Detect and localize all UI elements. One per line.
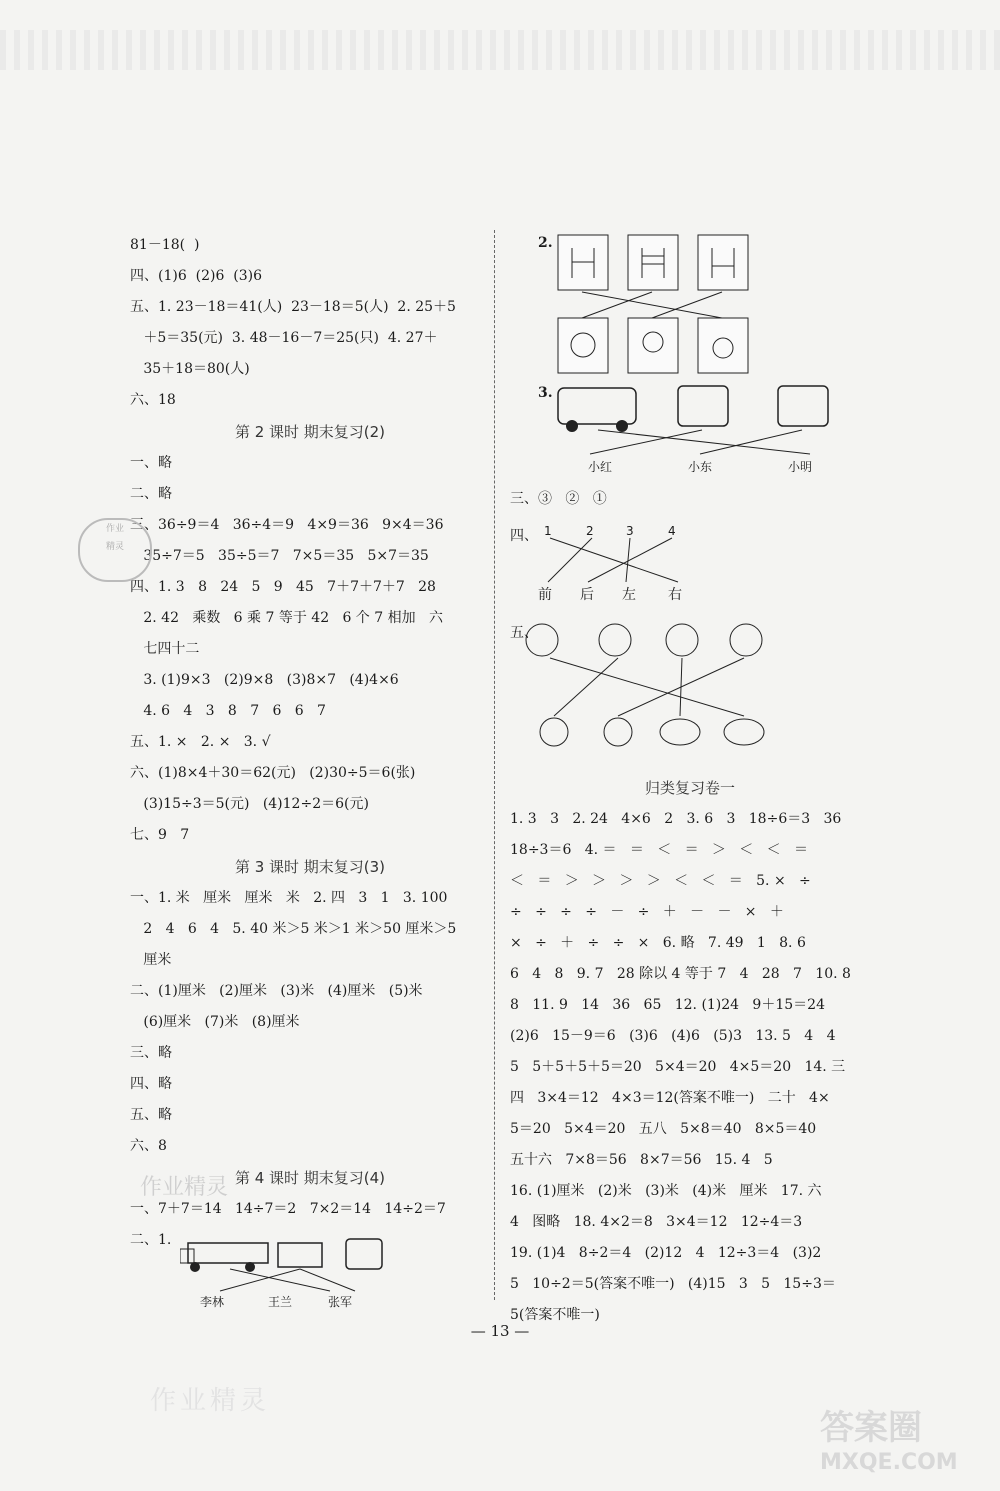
answer-line: 五十六 7×8＝56 8×7＝56 15. 4 5 xyxy=(510,1152,773,1168)
answer-line: 五、略 xyxy=(130,1107,172,1123)
answer-line: 5 10÷2＝5(答案不唯一) (4)15 3 5 15÷3＝ xyxy=(510,1276,836,1292)
position-label: 右 xyxy=(668,587,682,603)
answer-line: 19. (1)4 8÷2＝4 (2)12 4 12÷3＝4 (3)2 xyxy=(510,1245,822,1261)
answer-line: 二、1. xyxy=(130,1232,172,1248)
child-label: 小明 xyxy=(788,460,813,474)
answer-line: 5(答案不唯一) xyxy=(510,1307,600,1323)
watermark-logo: 答案圈 xyxy=(820,1408,922,1448)
answer-line: 四、1. 3 8 24 5 9 45 7＋7＋7＋7 28 xyxy=(130,579,436,595)
section-heading: 第 2 课时 期末复习(2) xyxy=(234,423,386,441)
name-label: 张军 xyxy=(328,1295,353,1309)
answer-line: 5 5＋5＋5＋5＝20 5×4＝20 4×5＝20 14. 三 xyxy=(510,1059,846,1075)
answer-line: 3. (1)9×3 (2)9×8 (3)8×7 (4)4×6 xyxy=(130,672,399,688)
left-column xyxy=(130,230,490,1256)
section-heading: 归类复习卷一 xyxy=(644,779,735,797)
answer-line: 厘米 xyxy=(130,952,172,968)
answer-line: 六、(1)8×4＋30＝62(元) (2)30÷5＝6(张) xyxy=(130,765,416,781)
watermark-url: MXQE.COM xyxy=(820,1450,958,1475)
answer-line: 二、(1)厘米 (2)厘米 (3)米 (4)厘米 (5)米 xyxy=(130,983,423,999)
answer-line: 4. 6 4 3 8 7 6 6 7 xyxy=(130,703,326,719)
answer-line: 七、9 7 xyxy=(130,827,190,843)
answer-line: 六、8 xyxy=(130,1138,167,1154)
question-number: 2. xyxy=(538,235,553,251)
answer-line: 五、1. × 2. × 3. √ xyxy=(130,734,271,750)
answer-line: ＋5＝35(元) 3. 48－16－7＝25(只) 4. 27＋ xyxy=(130,330,438,346)
answer-line: 四 3×4＝12 4×3＝12(答案不唯一) 二十 4× xyxy=(510,1090,830,1106)
answer-line: 三、③ ② ① xyxy=(510,491,607,507)
answer-line: 六、18 xyxy=(130,392,176,408)
answer-line: 三、略 xyxy=(130,1045,172,1061)
vehicle-matching-figure xyxy=(180,1235,400,1315)
answer-line: 81－18( ) xyxy=(130,237,200,253)
ghost-watermark: 作业精灵 xyxy=(140,1175,229,1200)
answer-line: (6)厘米 (7)米 (8)厘米 xyxy=(130,1014,300,1030)
answer-line: 6 4 8 9. 7 28 除以 4 等于 7 4 28 7 10. 8 xyxy=(510,966,851,982)
answer-line: 四、 xyxy=(510,528,538,544)
child-label: 小东 xyxy=(688,460,713,474)
answer-line: 四、(1)6 (2)6 (3)6 xyxy=(130,268,263,284)
position-number: 2 xyxy=(586,524,594,538)
answer-line: 1. 3 3 2. 24 4×6 2 3. 6 3 18÷6＝3 36 xyxy=(510,811,842,827)
position-number: 1 xyxy=(544,524,552,538)
position-number: 3 xyxy=(626,524,634,538)
answer-line: 四、略 xyxy=(130,1076,172,1092)
answer-line: ＜ ＝ ＞ ＞ ＞ ＞ ＜ ＜ ＝ 5. × ÷ xyxy=(510,873,811,889)
section-heading: 第 3 课时 期末复习(3) xyxy=(234,858,386,876)
position-label: 后 xyxy=(580,587,594,603)
watermark-left: 作业精灵 xyxy=(150,1386,271,1416)
answer-line: 4 图略 18. 4×2＝8 3×4＝12 12÷4＝3 xyxy=(510,1214,803,1230)
stamp-text: 作业 xyxy=(105,524,124,534)
answer-line: 5＝20 5×4＝20 五八 5×8＝40 8×5＝40 xyxy=(510,1121,817,1137)
answer-line: 35÷7＝5 35÷5＝7 7×5＝35 5×7＝35 xyxy=(130,548,429,564)
name-label: 李林 xyxy=(200,1295,225,1309)
name-label: 王兰 xyxy=(268,1295,293,1309)
column-divider xyxy=(494,230,495,1300)
answer-line: (3)15÷3＝5(元) (4)12÷2＝6(元) xyxy=(130,796,369,812)
child-label: 小红 xyxy=(588,460,613,474)
answer-line: 五、 xyxy=(510,625,538,641)
position-number: 4 xyxy=(668,524,676,538)
answer-line: 35＋18＝80(人) xyxy=(130,361,250,377)
answer-line: 一、7＋7＝14 14÷7＝2 7×2＝14 14÷2＝7 xyxy=(130,1201,446,1217)
stamp-text: 精灵 xyxy=(105,542,124,552)
answer-line: 18÷3＝6 4. ＝ ＝ ＜ ＝ ＞ ＜ ＜ ＝ xyxy=(510,842,808,858)
answer-line: 一、略 xyxy=(130,455,172,471)
right-figures xyxy=(510,230,870,770)
question-number: 3. xyxy=(538,385,553,401)
position-label: 左 xyxy=(622,587,636,603)
answer-line: 2 4 6 4 5. 40 米＞5 米＞1 米＞50 厘米＞5 xyxy=(130,921,457,937)
stamp-watermark xyxy=(78,518,152,582)
answer-line: 七四十二 xyxy=(130,641,200,657)
section-heading: 第 4 课时 期末复习(4) xyxy=(234,1169,386,1187)
answer-line: 三、36÷9＝4 36÷4＝9 4×9＝36 9×4＝36 xyxy=(130,517,444,533)
scan-noise xyxy=(0,30,1000,70)
answer-line: 二、略 xyxy=(130,486,172,502)
page-number: — 13 — xyxy=(470,1322,530,1340)
position-label: 前 xyxy=(538,587,552,603)
answer-line: 五、1. 23－18＝41(人) 23－18＝5(人) 2. 25＋5 xyxy=(130,299,456,315)
answer-line: (2)6 15－9＝6 (3)6 (4)6 (5)3 13. 5 4 4 xyxy=(510,1028,836,1044)
answer-line: 一、1. 米 厘米 厘米 米 2. 四 3 1 3. 100 xyxy=(130,890,448,906)
answer-line: ÷ ÷ ÷ ÷ － ÷ ＋ － － × ＋ xyxy=(510,904,784,920)
answer-line: × ÷ ＋ ÷ ÷ × 6. 略 7. 49 1 8. 6 xyxy=(510,935,806,951)
right-column xyxy=(510,772,870,1331)
answer-line: 16. (1)厘米 (2)米 (3)米 (4)米 厘米 17. 六 xyxy=(510,1183,822,1199)
answer-line: 2. 42 乘数 6 乘 7 等于 42 6 个 7 相加 六 xyxy=(130,610,443,626)
answer-line: 8 11. 9 14 36 65 12. (1)24 9＋15＝24 xyxy=(510,997,825,1013)
